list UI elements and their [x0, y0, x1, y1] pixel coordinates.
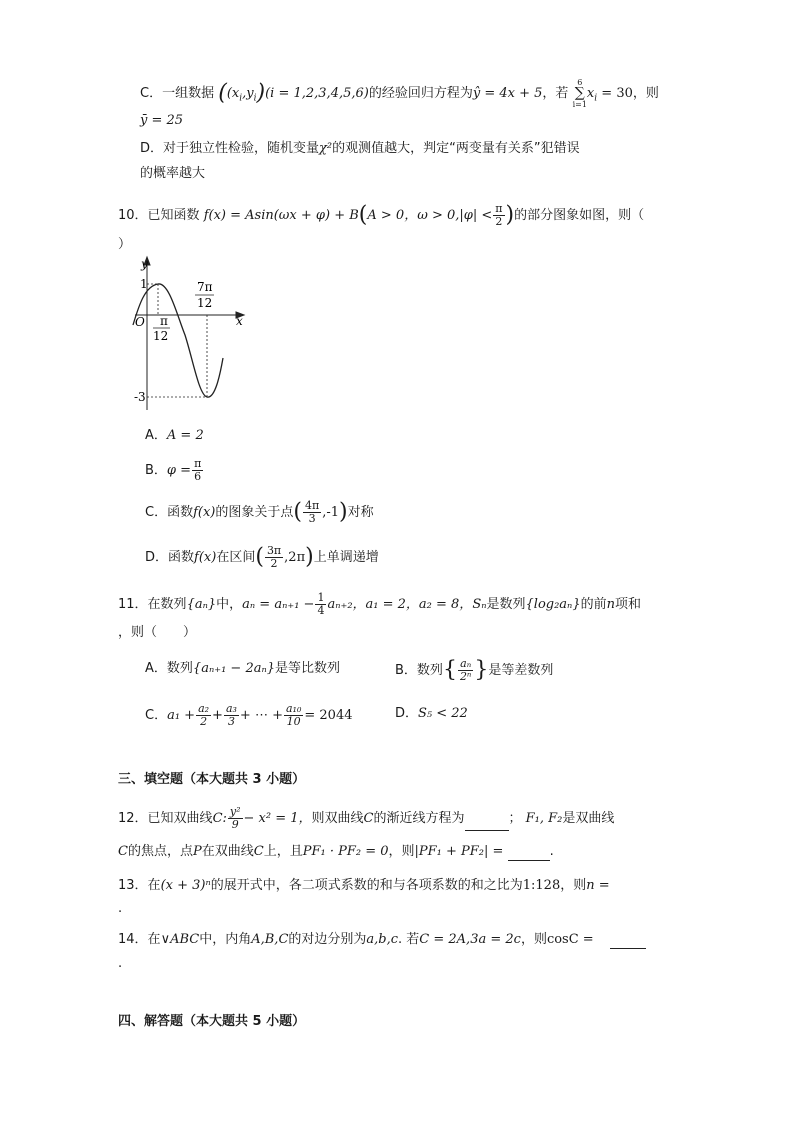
q10-cond-frac: $\frac{\pi}{2}$ — [495, 202, 503, 228]
q12-blank-1[interactable] — [465, 816, 509, 831]
q11-option-a: A．数列{aₙ₊₁ − 2aₙ}是等比数列 — [145, 661, 341, 676]
q14-stem: 14．在∨ABC中，内角A,B,C的对边分别为a,b,c. 若C = 2A,3a = 2c，则cosC = — [118, 931, 646, 949]
q13-end: . — [118, 901, 123, 916]
q10-option-d: D．函数f(x)在区间( $\frac{3\pi}{2}$ ,2π)上单调递增 — [145, 544, 379, 570]
q9-c-text2: 的经验回归方程为 — [368, 86, 473, 101]
q10-text3: ） — [118, 237, 132, 252]
q9-option-c: C．一组数据 ($(x_i,y_i)(i = 1,2,3,4,5,6)$的经验回归方程为ŷ = 4x + 5，若 6 ∑ i=1 $x_i = 30$，则 — [140, 78, 659, 109]
graph-origin: O — [135, 315, 145, 329]
q9-c-label: C． — [140, 86, 163, 101]
q9-c-text1: 一组数据 — [162, 86, 215, 101]
q9-d-label: D． — [140, 141, 164, 156]
q9-d-text2: 的观测值越大，判定“两变量有关系”犯错误 — [332, 141, 580, 156]
q9-option-d — [140, 140, 580, 158]
q10-stem: 10．已知函数 f(x) = Asin(ωx + φ) + B(A > 0，ω > 0,|φ| < $\frac{\pi}{2}$ )的部分图象如图，则（ — [118, 202, 645, 228]
q9-d-chi: χ² — [319, 141, 333, 156]
q10-option-c: C．函数f(x)的图象关于点( $\frac{4\pi}{3}$ ,-1)对称 — [145, 499, 374, 525]
section-3-heading: 三、填空题（本大题共 3 小题） — [118, 772, 306, 787]
q10-cond: A > 0，ω > 0,|φ| < — [367, 208, 493, 223]
q9-d-line2: 的概率越大 — [140, 166, 206, 181]
q11-option-d: D．S₅ < 22 — [395, 706, 468, 721]
q9-c-text3: ，若 — [542, 86, 569, 101]
q10-text2: 的部分图象如图，则（ — [514, 208, 645, 223]
q9-c-text4: ，则 — [632, 86, 659, 101]
q9-d-text1: 对于独立性检验，随机变量 — [163, 141, 320, 156]
graph-tick-1: 1 — [140, 277, 148, 291]
q10-text1: 已知函数 — [147, 208, 200, 223]
q9-c-math2: (i = 1,2,3,4,5,6) — [265, 86, 369, 101]
q10-graph — [125, 255, 255, 415]
q10-option-a: A．A = 2 — [145, 428, 204, 443]
q9-c-math1: ($(x_i,y_i)$ — [218, 80, 266, 106]
q14-end: . — [118, 956, 123, 971]
q13-stem: 13．在(x + 3)ⁿ的展开式中，各二项式系数的和与各项系数的和之比为1:128，则n = — [118, 878, 610, 893]
q12-line1: 12．已知双曲线C: $\frac{\text{y²}}{9}$ − x² = 1，则双曲线C的渐近线方程为 ； F₁, F₂是双曲线 — [118, 805, 615, 831]
section-4-heading: 四、解答题（本大题共 5 小题） — [118, 1014, 306, 1029]
q11-option-b: B．数列{ $\frac{\text{aₙ}}{\text{2ⁿ}}$ }是等差数列 — [395, 657, 554, 683]
q10-option-b: B．φ = $\frac{\pi}{6}$ — [145, 457, 202, 483]
graph-x2-den: 12 — [197, 296, 213, 310]
graph-x1-den: 12 — [153, 329, 169, 343]
q11-stem: 11．在数列{aₙ}中，aₙ = aₙ₊₁ − $\frac{1}{4}$ aₙ₊₂，a₁ = 2，a₂ = 8，Sₙ是数列{log₂aₙ}的前n项和 — [118, 591, 642, 617]
graph-tick-m3: -3 — [134, 390, 146, 404]
graph-x-label: x — [236, 314, 243, 328]
graph-y-label: y — [141, 257, 148, 271]
graph-x1-num: π — [160, 314, 168, 328]
q10-func: f(x) = Asin(ωx + φ) + B — [203, 208, 359, 223]
q11-option-c: C．a₁ + $\frac{\text{a₂}}{2}$ + $\frac{\text{a₃}}{3}$ + ⋯ + $\frac{\text{a₁₀}}{10}$ = 2044 — [145, 702, 353, 728]
q12-blank-2[interactable] — [508, 846, 550, 861]
q11-text6: ，则（ ） — [118, 625, 197, 640]
q9-sum-val: = 30 — [601, 86, 633, 101]
q9-sum: 6 ∑ i=1 — [572, 78, 587, 109]
q9-c-line2: ȳ = 25 — [140, 113, 184, 128]
q14-blank[interactable] — [610, 934, 646, 949]
q10-num: 10． — [118, 208, 148, 223]
q12-line2: C的焦点，点P在双曲线C上，且PF₁ · PF₂ = 0，则|PF₁ + PF₂| = . — [118, 844, 554, 859]
graph-x2-num: 7π — [197, 280, 213, 294]
q9-c-eq: ŷ = 4x + 5 — [472, 86, 543, 101]
